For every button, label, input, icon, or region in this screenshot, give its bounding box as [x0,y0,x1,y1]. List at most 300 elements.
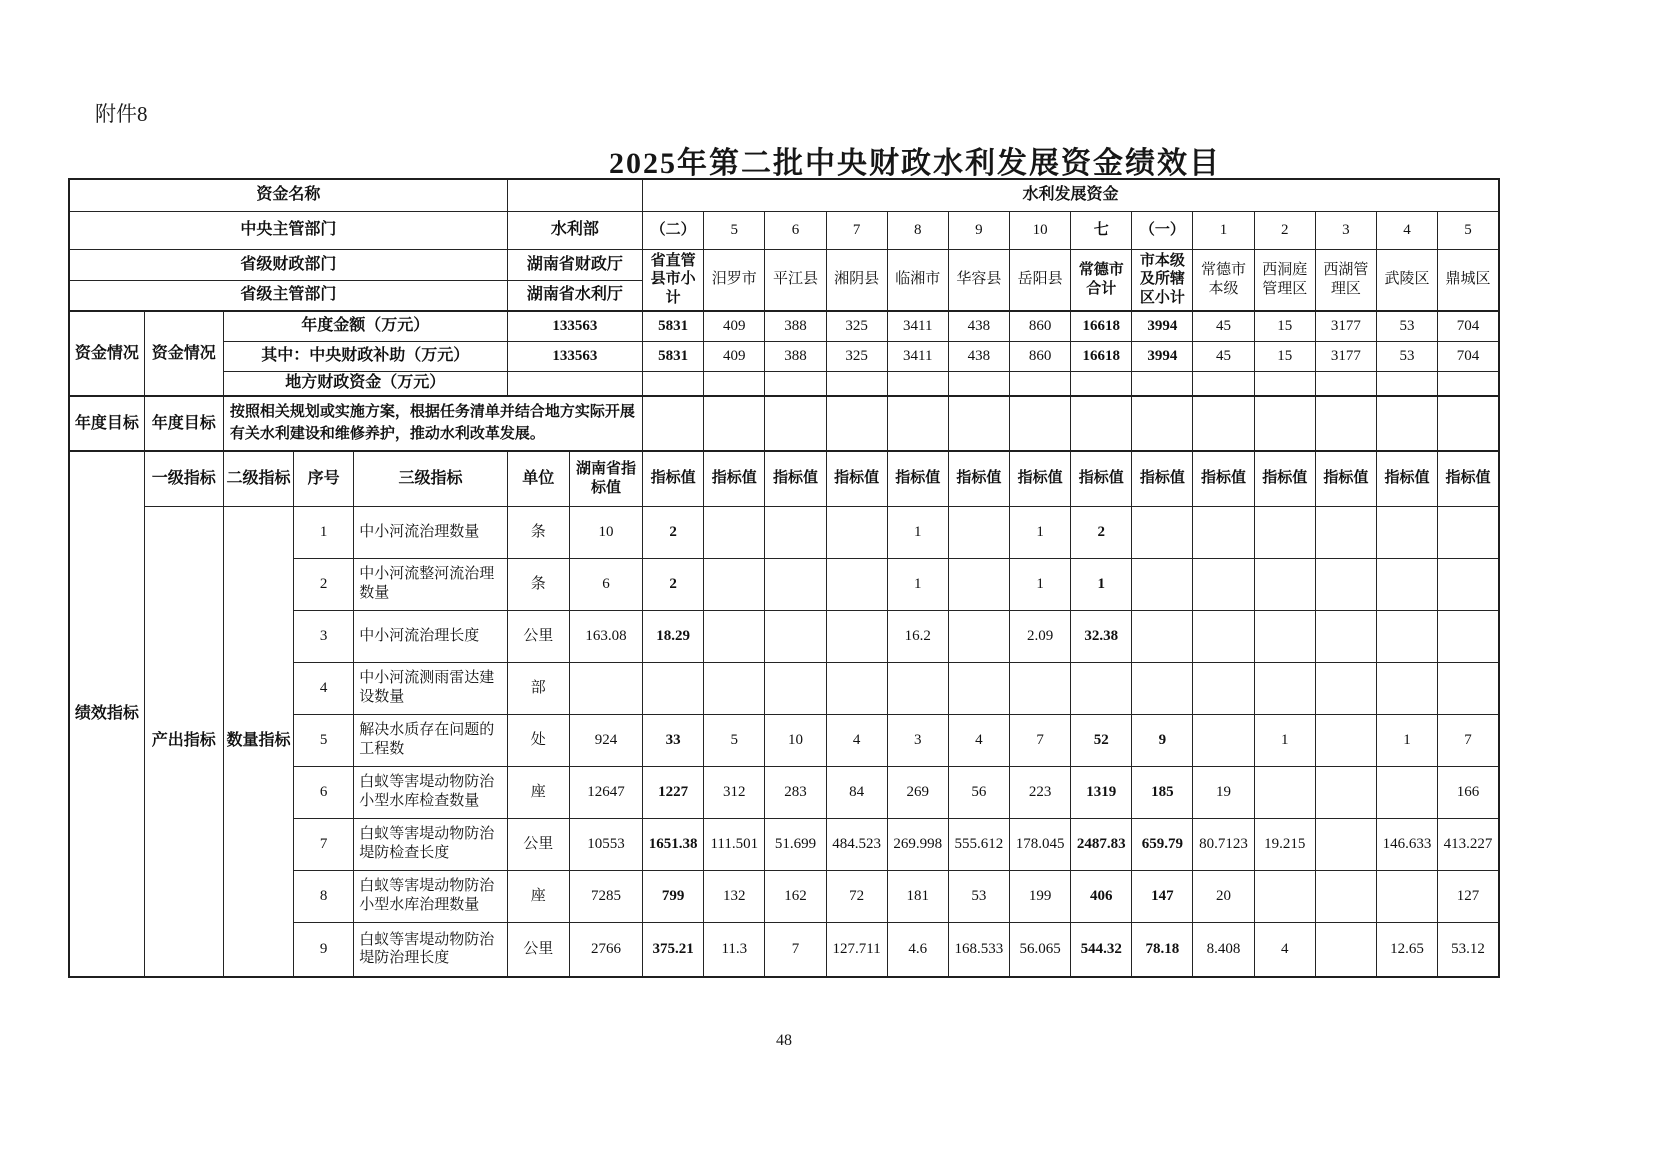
annual-amount-hunan: 133563 [507,311,642,341]
level1-value: 产出指标 [144,506,223,977]
indicator-value-cell [1438,610,1499,662]
value-header-cell: 指标值 [643,451,704,506]
indicator-value-cell [826,610,887,662]
annual-amount-label: 年度金额（万元） [223,311,507,341]
indicator-value-cell: 185 [1132,766,1193,818]
column-code-cell: 2 [1254,211,1315,249]
funding-value-cell: 3177 [1315,341,1376,371]
funding-value-cell: 860 [1010,311,1071,341]
indicator-value-cell: 2.09 [1010,610,1071,662]
indicator-value-cell: 146.633 [1376,818,1437,870]
indicator-value-cell: 18.29 [643,610,704,662]
central-subsidy-label: 其中：中央财政补助（万元） [223,341,507,371]
region-header-cell: 西洞庭管理区 [1254,249,1315,311]
indicator-value-cell: 223 [1010,766,1071,818]
indicator-value-cell: 127 [1438,870,1499,922]
indicator-value-cell [1438,662,1499,714]
page-number: 48 [776,1032,792,1049]
annual-goal-text: 按照相关规划或实施方案，根据任务清单并结合地方实际开展有关水利建设和维修养护，推动水利改革发展。 [223,396,642,451]
column-code-cell: 6 [765,211,826,249]
funding-value-cell: 3177 [1315,311,1376,341]
indicator-value-cell: 78.18 [1132,922,1193,977]
region-header-cell: 常德市本级 [1193,249,1254,311]
indicator-value-cell: 1319 [1071,766,1132,818]
indicator-value-cell: 799 [643,870,704,922]
funding-value-cell: 53 [1376,341,1437,371]
indicator-unit: 公里 [507,610,569,662]
indicator-name: 中小河流治理数量 [354,506,507,558]
funding-value-cell: 3994 [1132,341,1193,371]
funding-value-cell [765,371,826,396]
indicator-name: 白蚁等害堤动物防治堤防治理长度 [354,922,507,977]
funding-value-cell: 16618 [1071,341,1132,371]
indicator-value-cell: 4 [826,714,887,766]
empty-cell [826,396,887,451]
indicator-value-cell: 2 [643,558,704,610]
indicator-unit: 公里 [507,818,569,870]
value-header-cell: 指标值 [1438,451,1499,506]
indicator-value-cell [765,610,826,662]
indicator-value-cell: 80.7123 [1193,818,1254,870]
indicator-unit: 部 [507,662,569,714]
indicator-value-cell: 147 [1132,870,1193,922]
column-code-cell: 10 [1010,211,1071,249]
indicator-value-cell: 53 [948,870,1009,922]
indicator-value-cell [643,662,704,714]
indicator-value-cell [948,558,1009,610]
empty-cell [887,396,948,451]
indicator-value-cell: 32.38 [1071,610,1132,662]
indicator-value-cell [704,506,765,558]
funding-value-cell: 704 [1438,341,1499,371]
indicator-value-cell: 84 [826,766,887,818]
annual-goal-label: 年度目标 [144,396,223,451]
funding-value-cell: 5831 [643,311,704,341]
indicator-value-cell: 199 [1010,870,1071,922]
indicator-value-cell: 413.227 [1438,818,1499,870]
indicator-value-cell [1315,610,1376,662]
indicator-hunan-value: 6 [569,558,642,610]
fund-name-label: 资金名称 [69,179,507,211]
indicator-value-cell [1193,558,1254,610]
indicator-value-cell [765,662,826,714]
funding-value-cell: 438 [948,341,1009,371]
indicator-name: 中小河流整河流治理数量 [354,558,507,610]
indicator-value-cell: 1 [1010,558,1071,610]
funding-value-cell: 45 [1193,311,1254,341]
indicator-value-cell: 555.612 [948,818,1009,870]
indicator-unit: 条 [507,506,569,558]
value-header-cell: 指标值 [1132,451,1193,506]
value-header-cell: 指标值 [765,451,826,506]
indicator-unit: 座 [507,870,569,922]
indicator-value-cell: 178.045 [1010,818,1071,870]
indicator-name: 白蚁等害堤动物防治小型水库检查数量 [354,766,507,818]
central-dept-label: 中央主管部门 [69,211,507,249]
funding-value-cell: 388 [765,311,826,341]
funding-value-cell: 325 [826,311,887,341]
empty-cell [948,396,1009,451]
indicator-value-cell [1315,506,1376,558]
indicator-value-cell: 56.065 [1010,922,1071,977]
indicator-unit: 处 [507,714,569,766]
indicator-value-cell [1376,506,1437,558]
indicator-value-cell: 2487.83 [1071,818,1132,870]
indicator-value-cell: 312 [704,766,765,818]
indicator-value-cell: 7 [1010,714,1071,766]
indicator-value-cell [1193,714,1254,766]
indicator-value-cell: 33 [643,714,704,766]
funding-section-label: 资金情况 [144,311,223,396]
indicator-value-cell: 9 [1132,714,1193,766]
funding-value-cell [948,371,1009,396]
funding-value-cell [1315,371,1376,396]
indicator-value-cell [1438,558,1499,610]
indicator-value-cell [1315,766,1376,818]
column-code-cell: 5 [1438,211,1499,249]
level1-header: 一级指标 [144,451,223,506]
indicator-value-cell: 5 [704,714,765,766]
indicator-value-cell: 53.12 [1438,922,1499,977]
indicator-value-cell [1315,818,1376,870]
indicator-value-cell: 4 [1254,922,1315,977]
indicator-value-cell: 19.215 [1254,818,1315,870]
indicator-value-cell: 4.6 [887,922,948,977]
indicator-unit: 公里 [507,922,569,977]
indicator-seq: 7 [294,818,354,870]
level2-value: 数量指标 [223,506,293,977]
region-header-cell: 平江县 [765,249,826,311]
unit-header: 单位 [507,451,569,506]
indicator-value-cell: 52 [1071,714,1132,766]
indicator-value-cell [1132,662,1193,714]
central-dept-value: 水利部 [507,211,642,249]
indicator-value-cell: 11.3 [704,922,765,977]
indicator-value-cell: 1651.38 [643,818,704,870]
indicator-value-cell [1254,506,1315,558]
column-code-cell: 7 [826,211,887,249]
funding-value-cell [887,371,948,396]
level3-header: 三级指标 [354,451,507,506]
indicator-hunan-value: 10 [569,506,642,558]
funding-value-cell: 15 [1254,341,1315,371]
indicator-value-cell [1132,558,1193,610]
funding-value-cell: 3994 [1132,311,1193,341]
column-code-cell: （一） [1132,211,1193,249]
indicator-value-cell [1315,558,1376,610]
annual-goal-label: 年度目标 [69,396,144,451]
value-header-cell: 指标值 [887,451,948,506]
indicator-value-cell: 3 [887,714,948,766]
indicator-value-cell: 1 [1071,558,1132,610]
column-code-cell: 9 [948,211,1009,249]
empty-cell [643,396,704,451]
indicator-value-cell: 20 [1193,870,1254,922]
region-header-cell: 武陵区 [1376,249,1437,311]
funding-value-cell [826,371,887,396]
funding-value-cell: 5831 [643,341,704,371]
indicator-value-cell: 1 [1254,714,1315,766]
indicator-value-cell [1132,506,1193,558]
empty-cell [507,179,642,211]
central-subsidy-hunan: 133563 [507,341,642,371]
indicator-value-cell [765,558,826,610]
local-funds-hunan [507,371,642,396]
funding-value-cell [1193,371,1254,396]
indicator-value-cell: 1 [887,506,948,558]
column-code-cell: 5 [704,211,765,249]
value-header-cell: 指标值 [1071,451,1132,506]
indicator-value-cell [1315,714,1376,766]
indicator-value-cell [1193,506,1254,558]
empty-cell [1071,396,1132,451]
indicator-value-cell: 7 [1438,714,1499,766]
empty-cell [1376,396,1437,451]
funding-value-cell: 325 [826,341,887,371]
funding-value-cell [1132,371,1193,396]
value-header-cell: 指标值 [704,451,765,506]
region-header-cell: 常德市合计 [1071,249,1132,311]
table-row [69,311,1499,341]
indicator-value-cell: 7 [765,922,826,977]
provincial-finance-label: 省级财政部门 [69,249,507,280]
funding-value-cell: 16618 [1071,311,1132,341]
indicator-hunan-value: 10553 [569,818,642,870]
column-code-cell: 4 [1376,211,1437,249]
table-row [69,341,1499,371]
indicator-value-cell [1193,610,1254,662]
indicator-value-cell [948,662,1009,714]
value-header-cell: 指标值 [1315,451,1376,506]
indicator-value-cell: 484.523 [826,818,887,870]
indicator-hunan-value: 12647 [569,766,642,818]
table-row [69,371,1499,396]
region-header-cell: 临湘市 [887,249,948,311]
funding-value-cell: 3411 [887,311,948,341]
indicator-seq: 3 [294,610,354,662]
table-row [69,451,1499,506]
indicator-hunan-value: 2766 [569,922,642,977]
value-header-cell: 指标值 [1376,451,1437,506]
table-row [69,179,1499,211]
indicator-value-cell: 8.408 [1193,922,1254,977]
indicator-value-cell: 12.65 [1376,922,1437,977]
indicator-value-cell: 659.79 [1132,818,1193,870]
table-row [69,396,1499,451]
indicator-value-cell [1376,662,1437,714]
funding-value-cell [1071,371,1132,396]
document-title: 2025年第二批中央财政水利发展资金绩效目 [609,147,1221,180]
funding-value-cell: 15 [1254,311,1315,341]
indicator-value-cell: 544.32 [1071,922,1132,977]
indicator-value-cell [1376,610,1437,662]
empty-cell [1132,396,1193,451]
column-code-cell: 3 [1315,211,1376,249]
indicator-value-cell [704,610,765,662]
funding-value-cell: 3411 [887,341,948,371]
provincial-finance-value: 湖南省财政厅 [507,249,642,280]
indicator-value-cell: 1 [1376,714,1437,766]
indicator-value-cell [1376,870,1437,922]
funding-value-cell: 409 [704,341,765,371]
value-header-cell: 指标值 [1254,451,1315,506]
column-code-cell: （二） [643,211,704,249]
indicator-value-cell: 181 [887,870,948,922]
attachment-number: 附件8 [95,102,148,126]
empty-cell [1010,396,1071,451]
table-row [69,211,1499,249]
indicator-value-cell [948,610,1009,662]
region-header-cell: 华容县 [948,249,1009,311]
indicator-seq: 4 [294,662,354,714]
indicator-hunan-value: 7285 [569,870,642,922]
indicator-value-cell: 132 [704,870,765,922]
indicator-value-cell: 4 [948,714,1009,766]
provincial-dept-value: 湖南省水利厅 [507,280,642,311]
indicator-unit: 座 [507,766,569,818]
indicator-seq: 9 [294,922,354,977]
indicator-seq: 5 [294,714,354,766]
empty-cell [765,396,826,451]
funding-section-label: 资金情况 [69,311,144,396]
region-header-cell: 汨罗市 [704,249,765,311]
indicator-value-cell: 19 [1193,766,1254,818]
column-code-cell: 8 [887,211,948,249]
funding-value-cell [704,371,765,396]
indicator-hunan-value: 163.08 [569,610,642,662]
indicator-name: 中小河流测雨雷达建设数量 [354,662,507,714]
indicator-seq: 8 [294,870,354,922]
column-code-cell: 七 [1071,211,1132,249]
seq-header: 序号 [294,451,354,506]
indicator-value-cell: 283 [765,766,826,818]
funding-value-cell: 438 [948,311,1009,341]
funding-value-cell [1376,371,1437,396]
indicator-value-cell [948,506,1009,558]
column-code-cell: 1 [1193,211,1254,249]
indicator-value-cell [1193,662,1254,714]
indicator-value-cell: 1227 [643,766,704,818]
indicator-value-cell [704,662,765,714]
indicator-seq: 6 [294,766,354,818]
value-header-cell: 指标值 [1010,451,1071,506]
region-header-cell: 鼎城区 [1438,249,1499,311]
indicator-value-cell: 51.699 [765,818,826,870]
funding-value-cell: 704 [1438,311,1499,341]
indicator-value-cell [1071,662,1132,714]
funding-value-cell [643,371,704,396]
indicator-hunan-value [569,662,642,714]
indicator-value-cell: 2 [1071,506,1132,558]
hunan-header: 湖南省指标值 [569,451,642,506]
funding-value-cell [1010,371,1071,396]
indicator-value-cell [1132,610,1193,662]
indicator-value-cell [1315,870,1376,922]
table-row [69,506,1499,558]
indicator-value-cell: 10 [765,714,826,766]
indicator-section-label: 绩效指标 [69,451,144,977]
value-header-cell: 指标值 [826,451,887,506]
empty-cell [1193,396,1254,451]
level2-header: 二级指标 [223,451,293,506]
empty-cell [1315,396,1376,451]
indicator-unit: 条 [507,558,569,610]
empty-cell [1438,396,1499,451]
indicator-value-cell [1254,766,1315,818]
indicator-value-cell [1010,662,1071,714]
indicator-value-cell: 127.711 [826,922,887,977]
indicator-name: 白蚁等害堤动物防治小型水库治理数量 [354,870,507,922]
region-header-cell: 岳阳县 [1010,249,1071,311]
indicator-value-cell [1315,922,1376,977]
indicator-value-cell [1254,870,1315,922]
indicator-value-cell: 56 [948,766,1009,818]
value-header-cell: 指标值 [948,451,1009,506]
indicator-name: 中小河流治理长度 [354,610,507,662]
indicator-value-cell [765,506,826,558]
local-funds-label: 地方财政资金（万元） [223,371,507,396]
funding-value-cell: 388 [765,341,826,371]
performance-target-table [68,178,1500,978]
indicator-value-cell [1254,662,1315,714]
region-header-cell: 西湖管理区 [1315,249,1376,311]
provincial-dept-label: 省级主管部门 [69,280,507,311]
indicator-value-cell [1438,506,1499,558]
indicator-value-cell [1315,662,1376,714]
empty-cell [704,396,765,451]
indicator-value-cell [704,558,765,610]
funding-value-cell: 45 [1193,341,1254,371]
value-header-cell: 指标值 [1193,451,1254,506]
funding-value-cell: 53 [1376,311,1437,341]
indicator-name: 白蚁等害堤动物防治堤防检查长度 [354,818,507,870]
indicator-hunan-value: 924 [569,714,642,766]
indicator-value-cell [1254,558,1315,610]
indicator-value-cell: 166 [1438,766,1499,818]
indicator-value-cell [1376,766,1437,818]
region-header-cell: 市本级及所辖区小计 [1132,249,1193,311]
indicator-value-cell: 2 [643,506,704,558]
indicator-value-cell: 269 [887,766,948,818]
funding-value-cell: 860 [1010,341,1071,371]
indicator-value-cell: 375.21 [643,922,704,977]
region-header-cell: 湘阴县 [826,249,887,311]
indicator-value-cell: 16.2 [887,610,948,662]
indicator-value-cell: 1 [887,558,948,610]
indicator-value-cell: 162 [765,870,826,922]
indicator-value-cell [826,558,887,610]
indicator-value-cell [826,662,887,714]
table-row [69,249,1499,280]
funding-value-cell [1438,371,1499,396]
funding-value-cell [1254,371,1315,396]
fund-name-value: 水利发展资金 [643,179,1499,211]
indicator-value-cell: 269.998 [887,818,948,870]
indicator-value-cell: 1 [1010,506,1071,558]
empty-cell [1254,396,1315,451]
indicator-value-cell: 72 [826,870,887,922]
indicator-seq: 1 [294,506,354,558]
indicator-seq: 2 [294,558,354,610]
indicator-value-cell [826,506,887,558]
indicator-value-cell: 406 [1071,870,1132,922]
indicator-value-cell: 168.533 [948,922,1009,977]
indicator-name: 解决水质存在问题的工程数 [354,714,507,766]
indicator-value-cell [1254,610,1315,662]
indicator-value-cell: 111.501 [704,818,765,870]
funding-value-cell: 409 [704,311,765,341]
region-header-cell: 省直管县市小计 [643,249,704,311]
